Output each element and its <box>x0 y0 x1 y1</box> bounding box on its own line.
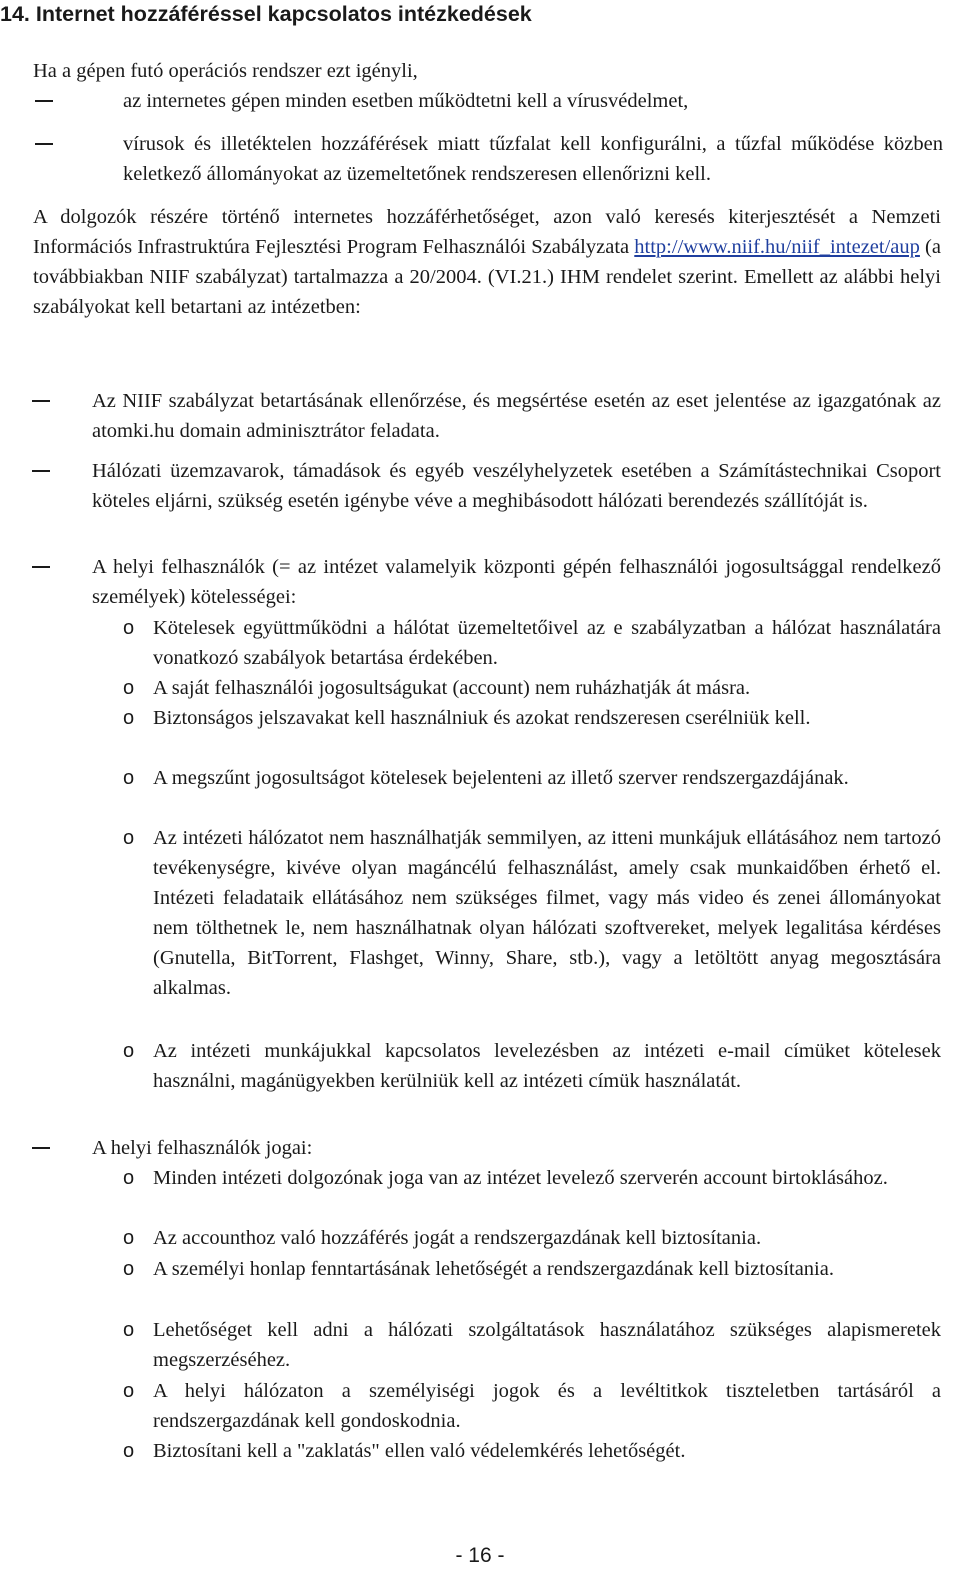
dash-bullet <box>32 1147 50 1149</box>
duty-item: o A megszűnt jogosultságot kötelesek bejelenteni az illető szerver rendszergazdájának. <box>153 763 941 793</box>
page-number: - 16 - <box>455 1544 505 1567</box>
dash-bullet <box>32 470 50 472</box>
circle-bullet-icon: o <box>123 707 135 729</box>
dash-bullet <box>35 143 53 145</box>
circle-bullet-icon: o <box>123 677 135 699</box>
dash-bullet <box>32 400 50 402</box>
intro-item: vírusok és illetéktelen hozzáférések miatt tűzfalat kell konfigurálni, a tűzfal működése közben keletkező állományokat az üzemeltetőnek rendszeresen ellenőrizni kell. <box>123 129 943 189</box>
intro-text: Ha a gépen futó operációs rendszer ezt igényli, <box>33 60 418 82</box>
intro-item: az internetes gépen minden esetben működtetni kell a vírusvédelmet, <box>123 86 943 116</box>
duty-item: o Kötelesek együttműködni a hálótat üzemeltetőivel az e szabályzatban a hálózat használatára vonatkozó szabályok betartása érdekében. <box>153 613 941 673</box>
right-item: o Minden intézeti dolgozónak joga van az intézet levelező szerverén account birtoklásához. <box>153 1163 941 1193</box>
right-item: o A személyi honlap fenntartásának lehetőségét a rendszergazdának kell biztosítania. <box>153 1254 941 1284</box>
rule-item: Hálózati üzemzavarok, támadások és egyéb veszélyhelyzetek esetében a Számítástechnikai Csoport köteles eljárni, szükség esetén igénybe véve a meghibásodott hálózati berendezés szállítóját is. <box>92 456 941 516</box>
circle-bullet-icon: o <box>123 1319 135 1341</box>
right-item: o Az accounthoz való hozzáférés jogát a rendszergazdának kell biztosítania. <box>153 1223 941 1253</box>
duty-item: o Az intézeti hálózatot nem használhatják semmilyen, az itteni munkájuk ellátásához nem tartozó tevékenységre, kivéve olyan magáncélú felhasználást, amely csak munkaidőben érhető el. Intézeti feladataik ellátásához nem szükséges filmet, vagy más video és zenei állományokat nem tölthetnek le, nem használhatnak olyan hálózati szoftvereket, melyek legalitása kérdéses (Gnutella, BitTorrent, Flashget, Winny, Share, stb.), vagy a letöltött anyag megosztására alkalmas. <box>153 823 941 1003</box>
circle-bullet-icon: o <box>123 617 135 639</box>
duty-item: o Biztonságos jelszavakat kell használniuk és azokat rendszeresen cserélniük kell. <box>153 703 941 733</box>
right-item: o A helyi hálózaton a személyiségi jogok és a levéltitkok tiszteletben tartásáról a rendszergazdának kell gondoskodnia. <box>153 1376 941 1436</box>
dash-bullet <box>35 100 53 102</box>
circle-bullet-icon: o <box>123 1040 135 1062</box>
right-item: o Biztosítani kell a "zaklatás" ellen való védelemkérés lehetőségét. <box>153 1436 941 1466</box>
dash-bullet <box>32 566 50 568</box>
circle-bullet-icon: o <box>123 1227 135 1249</box>
circle-bullet-icon: o <box>123 1440 135 1462</box>
circle-bullet-icon: o <box>123 827 135 849</box>
circle-bullet-icon: o <box>123 1167 135 1189</box>
duty-item: o Az intézeti munkájukkal kapcsolatos levelezésben az intézeti e-mail címüket kötelesek használni, magánügyekben kerülniük kell az intézeti címük használatát. <box>153 1036 941 1096</box>
niif-aup-link[interactable]: http://www.niif.hu/niif_intezet/aup <box>634 236 920 258</box>
section-heading: 14. Internet hozzáféréssel kapcsolatos intézkedések <box>0 2 532 26</box>
rule-item: Az NIIF szabályzat betartásának ellenőrzése, és megsértése esetén az eset jelentése az igazgatónak az atomki.hu domain adminisztrátor feladata. <box>92 386 941 446</box>
duty-item: o A saját felhasználói jogosultságukat (account) nem ruházhatják át másra. <box>153 673 941 703</box>
right-item: o Lehetőséget kell adni a hálózati szolgáltatások használatához szükséges alapismeretek megszerzéséhez. <box>153 1315 941 1375</box>
circle-bullet-icon: o <box>123 1380 135 1402</box>
circle-bullet-icon: o <box>123 767 135 789</box>
rule-item: A helyi felhasználók jogai: <box>92 1133 941 1163</box>
policy-paragraph: A dolgozók részére történő internetes hozzáférhetőséget, azon való keresés kiterjesztését a Nemzeti Információs Infrastruktúra Fejlesztési Program Felhasználói Szabályzata http://www.niif.hu/niif_intezet/aup (a továbbiakban NIIF szabályzat) tartalmazza a 20/2004. (VI.21.) IHM rendelet szerint. Emellett az alábbi helyi szabályokat kell betartani az intézetben: <box>33 206 941 318</box>
circle-bullet-icon: o <box>123 1258 135 1280</box>
rule-item: A helyi felhasználók (= az intézet valamelyik központi gépén felhasználói jogosultsággal rendelkező személyek) kötelességei: <box>92 552 941 612</box>
